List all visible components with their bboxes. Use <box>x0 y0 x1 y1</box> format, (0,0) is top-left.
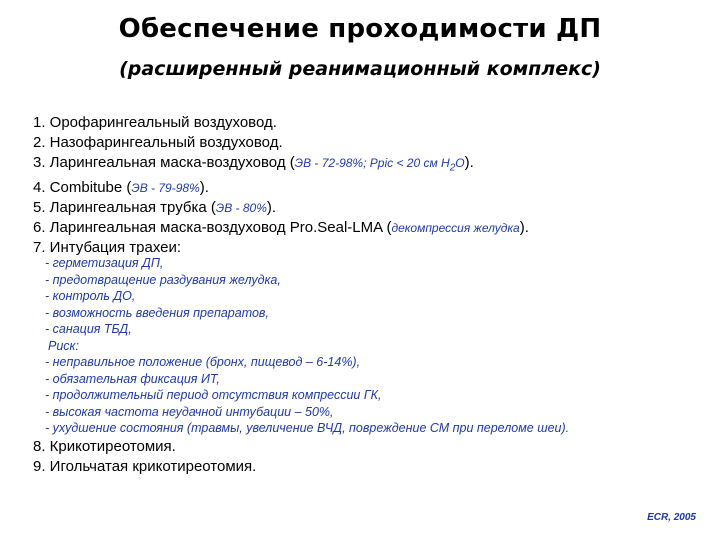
source-citation: ECR, 2005 <box>647 512 696 523</box>
intubation-notes <box>45 255 695 437</box>
list-item <box>33 437 713 457</box>
risk-line: - продолжительный период отсутствия компрессии ГК, <box>45 388 382 402</box>
item-text: 8. Крикотиреотомия. <box>33 438 176 455</box>
list-item <box>33 218 713 238</box>
item-text: 5. Ларингеальная трубка ( <box>33 199 216 217</box>
item-text: 6. Ларингеальная маска-воздуховод Pro.Seal-LMA ( <box>33 219 392 237</box>
list-item <box>33 198 713 218</box>
item-tail: ). <box>199 179 209 197</box>
risk-line: - неправильное положение (бронх, пищевод – 6-14%), <box>45 355 361 369</box>
list-item <box>33 133 713 153</box>
list-item <box>33 113 713 133</box>
list-item <box>33 153 713 178</box>
item-note: ЭВ - 80% <box>215 201 267 216</box>
note-line: - санация ТБД, <box>45 322 132 336</box>
risk-line: - обязательная фиксация ИТ, <box>45 371 220 386</box>
airway-methods-list-continued <box>33 437 713 477</box>
note-line: - контроль ДО, <box>45 289 136 303</box>
slide-title: Обеспечение проходимости ДП <box>118 14 602 44</box>
item-text: 9. Игольчатая крикотиреотомия. <box>33 458 257 475</box>
item-tail: ). <box>266 199 277 217</box>
list-item <box>33 457 713 477</box>
item-note: ЭВ - 79-98% <box>131 181 200 196</box>
risk-line: - высокая частота неудачной интубации – 50%, <box>45 404 334 419</box>
item-text: 3. Ларингеальная маска-воздуховод ( <box>33 154 295 171</box>
item-tail: ). <box>464 154 474 171</box>
item-tail: ). <box>519 219 529 237</box>
note-line: - возможность введения препаратов, <box>45 305 269 320</box>
slide-subtitle: (расширенный реанимационный комплекс) <box>119 58 601 80</box>
airway-methods-list <box>33 113 713 258</box>
note-line: - герметизация ДП, <box>45 256 164 270</box>
risk-line: - ухудшение состояния (травмы, увеличение ВЧД, повреждение СМ при переломе шеи). <box>45 421 570 435</box>
note-text: ЭВ - 72-98%; Ppic < 20 см H <box>294 156 450 170</box>
risk-label: Риск: <box>48 338 79 353</box>
note-subscript: 2 <box>449 162 456 174</box>
item-note: декомпрессия желудка <box>391 221 520 236</box>
note-line: - предотвращение раздувания желудка, <box>45 272 281 287</box>
item-text: 2. Назофарингеальный воздуховод. <box>33 134 283 151</box>
list-item <box>33 178 713 198</box>
note-tail: O <box>455 156 465 170</box>
item-text: 4. Combitube ( <box>33 179 132 197</box>
item-text: 1. Орофарингеальный воздуховод. <box>33 114 277 131</box>
item-text: 7. Интубация трахеи: <box>33 239 182 257</box>
item-note <box>294 156 465 174</box>
